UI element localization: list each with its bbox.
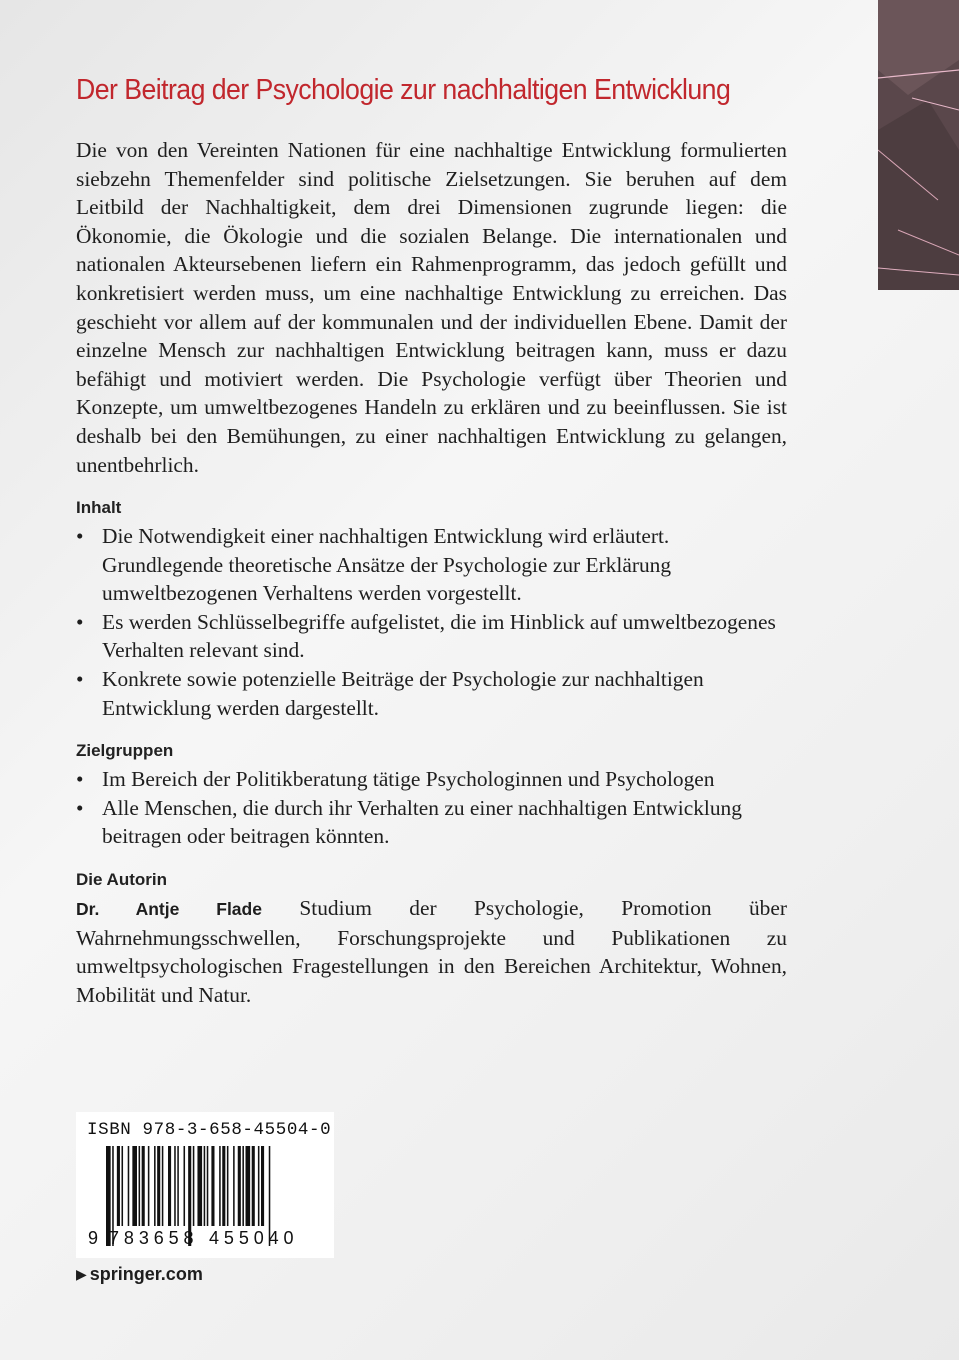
list-item	[76, 608, 787, 665]
list-item	[76, 522, 787, 608]
bullet-icon: •	[76, 795, 84, 820]
cover-corner-artwork	[878, 0, 959, 290]
section-heading-autorin: Die Autorin	[76, 870, 167, 889]
list-item	[76, 665, 787, 722]
barcode-digits-right: 455040	[209, 1228, 299, 1248]
book-title: Der Beitrag der Psychologie zur nachhaltigen Entwicklung	[76, 74, 731, 106]
isbn-barcode	[76, 1112, 334, 1258]
inhalt-list	[76, 522, 787, 722]
bullet-icon: •	[76, 524, 84, 548]
zielgruppen-list	[76, 765, 787, 851]
author-name: Dr. Antje Flade	[76, 899, 262, 919]
list-item	[76, 765, 787, 794]
author-bio	[76, 894, 787, 1009]
list-item-text: Die Notwendigkeit einer nachhaltigen Entwicklung wird erläutert. Grundlegende theoretische Ansätze der Psychologie zur Erklärung umweltbezogenen Verhaltens werden vorgestellt.	[102, 524, 672, 606]
author-bio-text: Studium der Psychologie, Promotion über Wahrnehmungsschwellen, Forschungsprojekte und Publikationen zu umweltpsychologischen Fragestellungen in den Bereichen Architektur, Wohnen, Mobilität und Natur.	[76, 896, 787, 1007]
barcode-digits-left: 783658	[109, 1228, 199, 1248]
list-item-text: Es werden Schlüsselbegriffe aufgelistet, die im Hinblick auf umweltbezogenes Verhalten relevant sind.	[102, 609, 776, 663]
list-item-text: Konkrete sowie potenzielle Beiträge der Psychologie zur nachhaltigen Entwicklung werden dargestellt.	[102, 666, 704, 720]
bullet-icon: •	[76, 767, 84, 791]
arrow-right-icon: ▶	[76, 1266, 87, 1282]
isbn-label: ISBN 978-3-658-45504-0	[87, 1120, 332, 1140]
list-item-text: Alle Menschen, die durch ihr Verhalten zu einer nachhaltigen Entwicklung beitragen oder beitragen könnten.	[102, 795, 742, 849]
bullet-icon: •	[76, 666, 84, 691]
bullet-icon: •	[76, 609, 84, 634]
list-item	[76, 794, 787, 851]
publisher-link[interactable]	[76, 1262, 203, 1286]
publisher-url: springer.com	[89, 1264, 203, 1284]
list-item-text: Im Bereich der Politikberatung tätige Psychologinnen und Psychologen	[102, 767, 715, 791]
section-heading-inhalt: Inhalt	[76, 498, 122, 517]
intro-paragraph: Die von den Vereinten Nationen für eine nachhaltige Entwicklung formulierten siebzehn Themenfelder sind politische Zielsetzungen. Sie beruhen auf dem Leitbild der Nachhaltigkeit, dem drei Dimensionen zugrunde liegen: die Ökonomie, die Ökologie und die sozialen Belange. Die internationalen und nationalen Akteursebenen liefern ein Rahmenprogramm, das jedoch gefüllt und konkretisiert werden muss, um eine nachhaltige Entwicklung zu erreichen. Das geschieht vor allem auf der kommunalen und der individuellen Ebene. Damit der einzelne Mensch zur nachhaltigen Entwicklung beitragen kann, muss er dazu befähigt und motiviert werden. Die Psychologie verfügt über Theorien und Konzepte, um umweltbezogenes Handeln zu erklären und zu beeinflussen. Sie ist deshalb bei den Bemühungen, zu einer nachhaltigen Entwicklung zu gelangen, unentbehrlich.	[76, 138, 787, 477]
barcode-digit-first: 9	[88, 1228, 103, 1248]
section-heading-zielgruppen: Zielgruppen	[76, 741, 174, 760]
